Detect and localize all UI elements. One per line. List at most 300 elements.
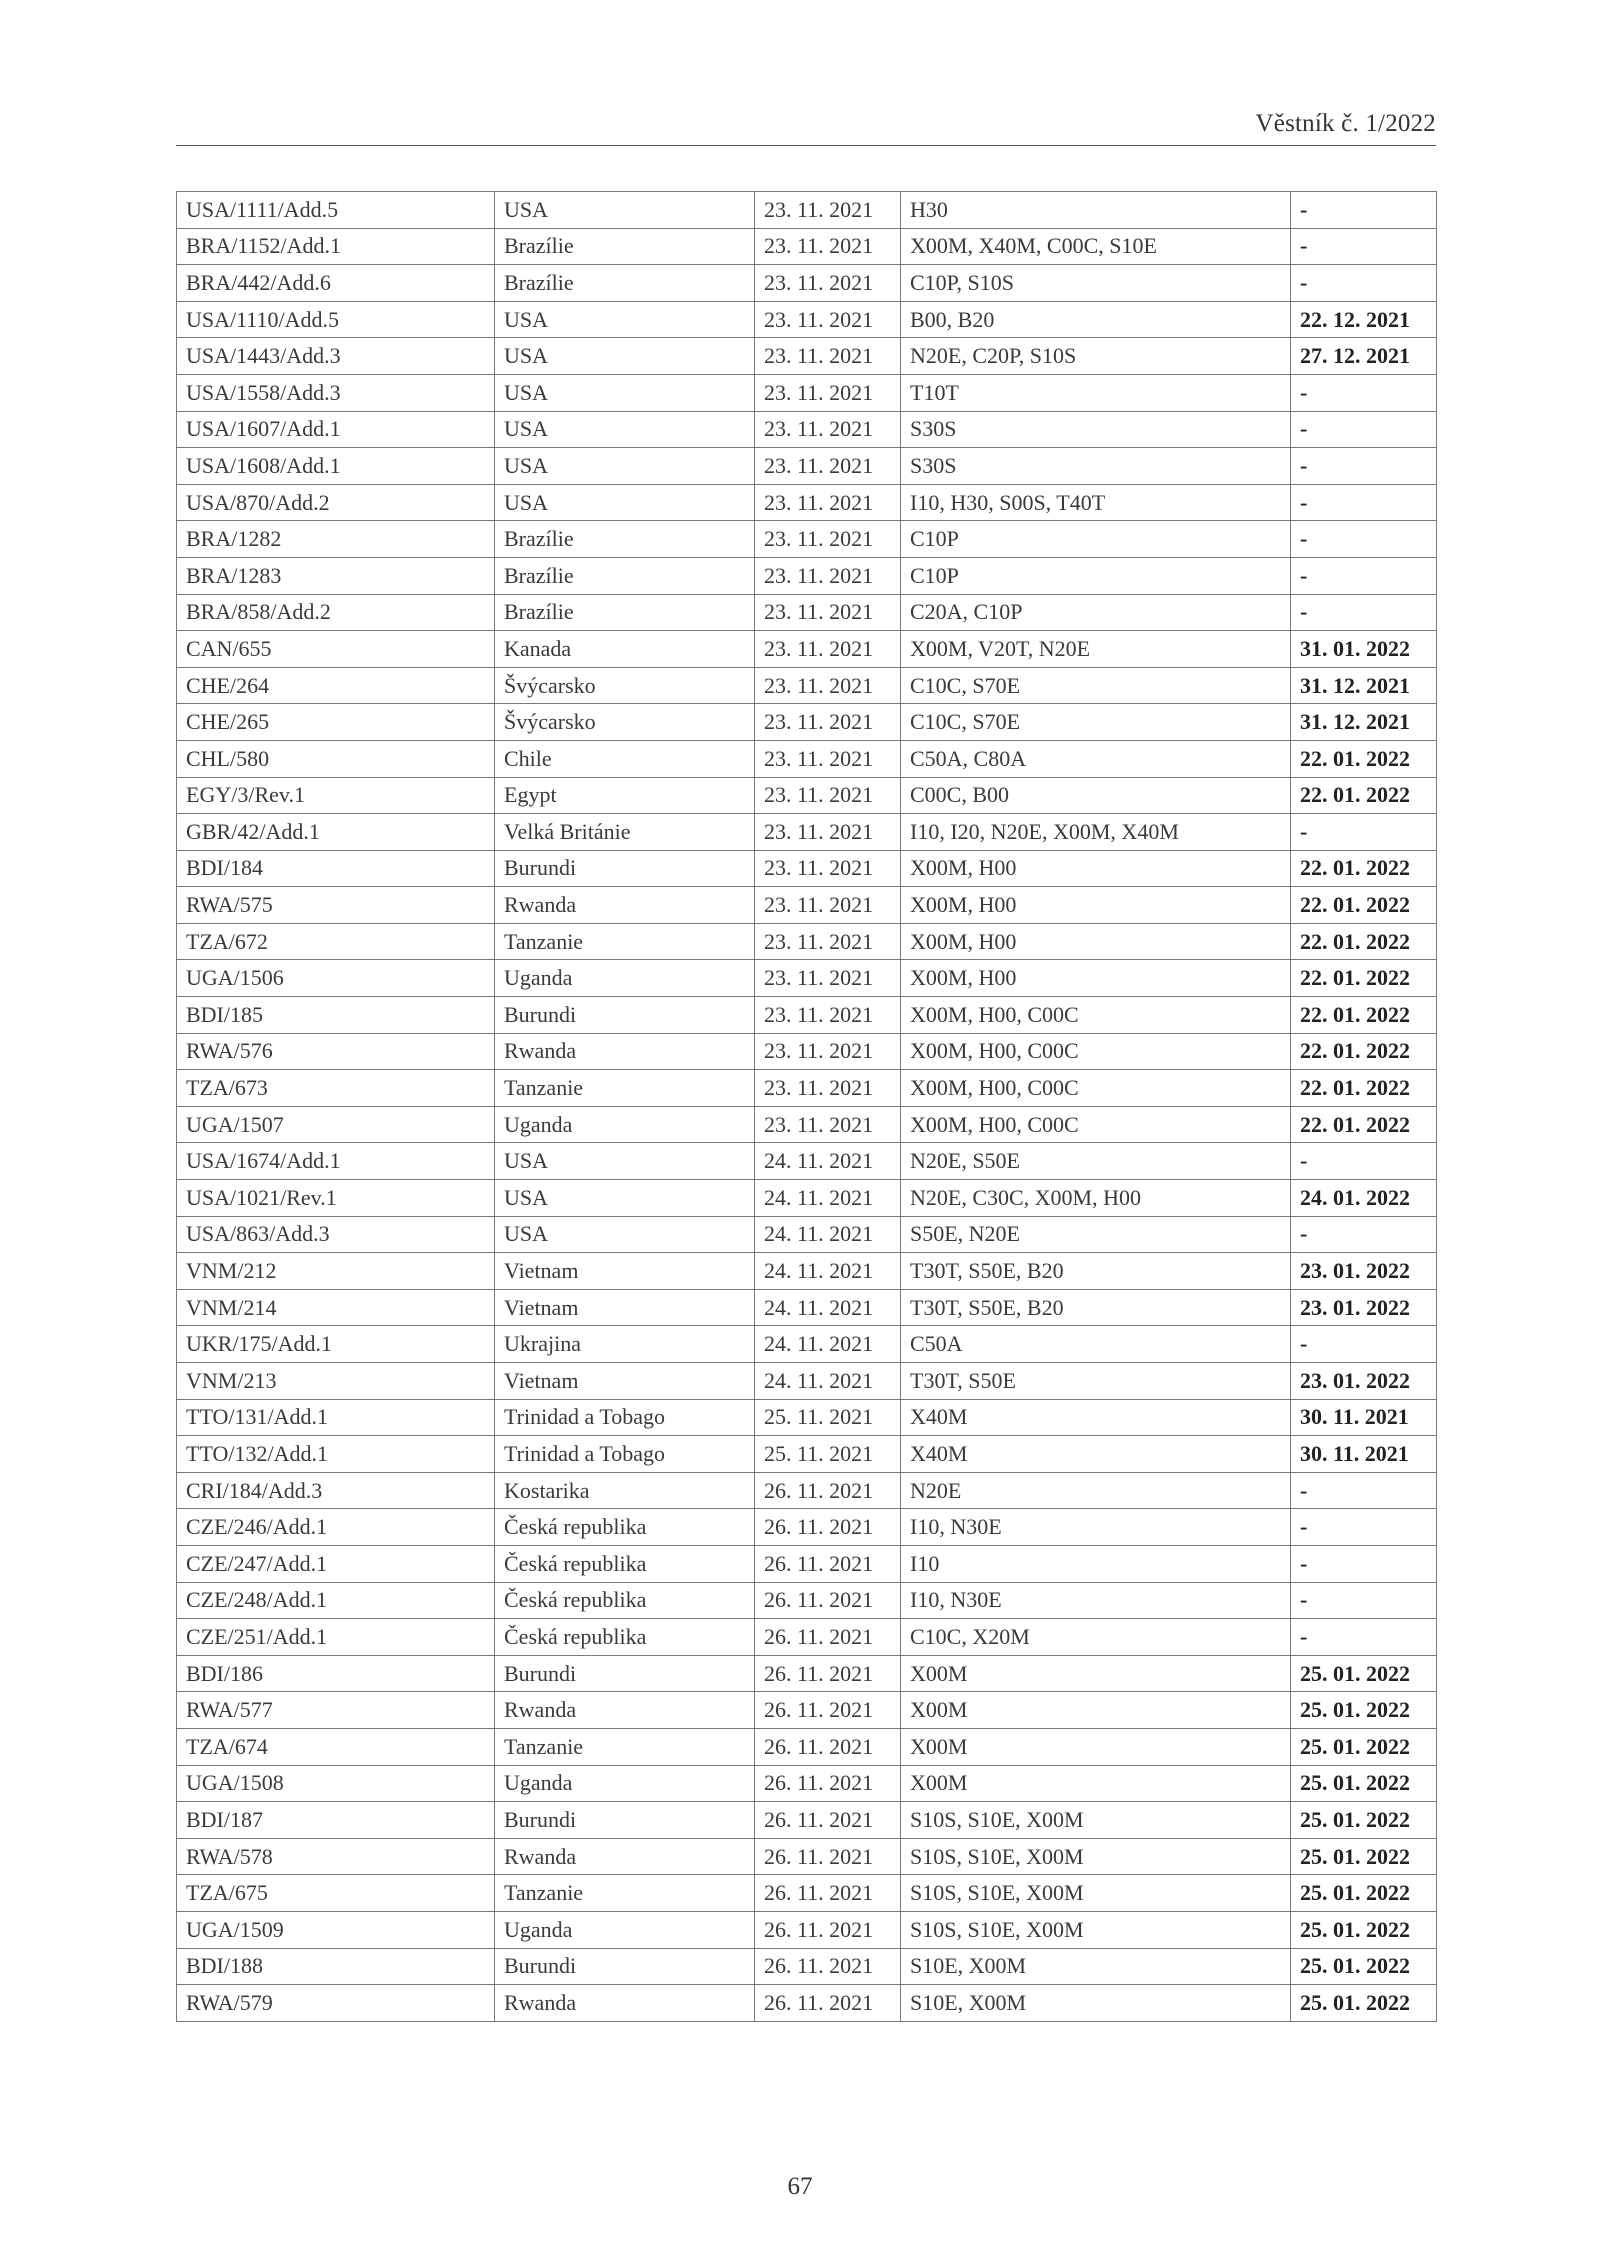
deadline-cell: 23. 01. 2022 <box>1291 1253 1437 1290</box>
date-cell: 26. 11. 2021 <box>755 1838 901 1875</box>
date-cell: 23. 11. 2021 <box>755 887 901 924</box>
document-symbol-cell: TTO/131/Add.1 <box>177 1399 495 1436</box>
document-symbol-cell: CHE/265 <box>177 704 495 741</box>
deadline-cell: - <box>1291 594 1437 631</box>
product-codes-cell: C10P <box>901 557 1291 594</box>
product-codes-cell: S10E, X00M <box>901 1948 1291 1985</box>
document-symbol-cell: USA/870/Add.2 <box>177 484 495 521</box>
date-cell: 23. 11. 2021 <box>755 1070 901 1107</box>
date-cell: 23. 11. 2021 <box>755 521 901 558</box>
country-cell: Vietnam <box>495 1289 755 1326</box>
table-row <box>177 777 1437 814</box>
deadline-cell: - <box>1291 1545 1437 1582</box>
date-cell: 26. 11. 2021 <box>755 1948 901 1985</box>
deadline-cell: 30. 11. 2021 <box>1291 1399 1437 1436</box>
notifications-table <box>176 191 1437 2022</box>
date-cell: 23. 11. 2021 <box>755 814 901 851</box>
table-row <box>177 1948 1437 1985</box>
document-symbol-cell: USA/1608/Add.1 <box>177 448 495 485</box>
deadline-cell: 22. 01. 2022 <box>1291 997 1437 1034</box>
product-codes-cell: X00M <box>901 1692 1291 1729</box>
table-row <box>177 484 1437 521</box>
document-symbol-cell: EGY/3/Rev.1 <box>177 777 495 814</box>
date-cell: 23. 11. 2021 <box>755 704 901 741</box>
deadline-cell: 25. 01. 2022 <box>1291 1692 1437 1729</box>
country-cell: Burundi <box>495 850 755 887</box>
product-codes-cell: T30T, S50E, B20 <box>901 1289 1291 1326</box>
deadline-cell: 23. 01. 2022 <box>1291 1289 1437 1326</box>
product-codes-cell: I10 <box>901 1545 1291 1582</box>
deadline-cell: 22. 12. 2021 <box>1291 301 1437 338</box>
document-symbol-cell: TZA/673 <box>177 1070 495 1107</box>
deadline-cell: 25. 01. 2022 <box>1291 1655 1437 1692</box>
deadline-cell: 22. 01. 2022 <box>1291 1106 1437 1143</box>
date-cell: 23. 11. 2021 <box>755 667 901 704</box>
country-cell: Brazílie <box>495 594 755 631</box>
deadline-cell: - <box>1291 192 1437 229</box>
date-cell: 26. 11. 2021 <box>755 1985 901 2022</box>
country-cell: Brazílie <box>495 557 755 594</box>
date-cell: 23. 11. 2021 <box>755 265 901 302</box>
table-row <box>177 1106 1437 1143</box>
table-row <box>177 1033 1437 1070</box>
country-cell: USA <box>495 484 755 521</box>
country-cell: USA <box>495 448 755 485</box>
product-codes-cell: I10, H30, S00S, T40T <box>901 484 1291 521</box>
table-row <box>177 411 1437 448</box>
table-row <box>177 1143 1437 1180</box>
country-cell: Uganda <box>495 1106 755 1143</box>
country-cell: Brazílie <box>495 228 755 265</box>
country-cell: Burundi <box>495 1655 755 1692</box>
table-row <box>177 1399 1437 1436</box>
table-row <box>177 1180 1437 1217</box>
deadline-cell: 31. 12. 2021 <box>1291 667 1437 704</box>
document-symbol-cell: USA/1674/Add.1 <box>177 1143 495 1180</box>
date-cell: 24. 11. 2021 <box>755 1216 901 1253</box>
date-cell: 26. 11. 2021 <box>755 1509 901 1546</box>
document-symbol-cell: CAN/655 <box>177 631 495 668</box>
table-row <box>177 631 1437 668</box>
deadline-cell: - <box>1291 1619 1437 1656</box>
deadline-cell: 25. 01. 2022 <box>1291 1985 1437 2022</box>
product-codes-cell: X00M, H00 <box>901 887 1291 924</box>
header-rule <box>176 145 1436 146</box>
document-symbol-cell: UGA/1509 <box>177 1911 495 1948</box>
date-cell: 23. 11. 2021 <box>755 777 901 814</box>
date-cell: 26. 11. 2021 <box>755 1619 901 1656</box>
country-cell: Česká republika <box>495 1619 755 1656</box>
document-symbol-cell: CHE/264 <box>177 667 495 704</box>
product-codes-cell: X00M, H00, C00C <box>901 1070 1291 1107</box>
country-cell: Burundi <box>495 997 755 1034</box>
date-cell: 23. 11. 2021 <box>755 484 901 521</box>
table-row <box>177 1911 1437 1948</box>
product-codes-cell: C10C, S70E <box>901 667 1291 704</box>
country-cell: USA <box>495 411 755 448</box>
deadline-cell: 22. 01. 2022 <box>1291 1033 1437 1070</box>
document-symbol-cell: USA/1111/Add.5 <box>177 192 495 229</box>
date-cell: 26. 11. 2021 <box>755 1802 901 1839</box>
document-symbol-cell: CRI/184/Add.3 <box>177 1472 495 1509</box>
table-row <box>177 1692 1437 1729</box>
country-cell: Rwanda <box>495 1985 755 2022</box>
country-cell: Tanzanie <box>495 923 755 960</box>
product-codes-cell: X00M <box>901 1655 1291 1692</box>
table-row <box>177 1216 1437 1253</box>
deadline-cell: 30. 11. 2021 <box>1291 1436 1437 1473</box>
table-row <box>177 740 1437 777</box>
deadline-cell: 23. 01. 2022 <box>1291 1363 1437 1400</box>
deadline-cell: - <box>1291 411 1437 448</box>
date-cell: 23. 11. 2021 <box>755 850 901 887</box>
date-cell: 26. 11. 2021 <box>755 1545 901 1582</box>
document-symbol-cell: CZE/247/Add.1 <box>177 1545 495 1582</box>
date-cell: 26. 11. 2021 <box>755 1875 901 1912</box>
deadline-cell: - <box>1291 814 1437 851</box>
product-codes-cell: X00M, H00, C00C <box>901 997 1291 1034</box>
document-symbol-cell: UGA/1508 <box>177 1765 495 1802</box>
date-cell: 25. 11. 2021 <box>755 1436 901 1473</box>
deadline-cell: - <box>1291 1472 1437 1509</box>
document-symbol-cell: BDI/187 <box>177 1802 495 1839</box>
table-row <box>177 887 1437 924</box>
document-symbol-cell: BDI/186 <box>177 1655 495 1692</box>
deadline-cell: 22. 01. 2022 <box>1291 887 1437 924</box>
product-codes-cell: X40M <box>901 1399 1291 1436</box>
country-cell: Uganda <box>495 1765 755 1802</box>
date-cell: 23. 11. 2021 <box>755 1033 901 1070</box>
date-cell: 23. 11. 2021 <box>755 448 901 485</box>
document-symbol-cell: VNM/214 <box>177 1289 495 1326</box>
table-row <box>177 1728 1437 1765</box>
product-codes-cell: S10E, X00M <box>901 1985 1291 2022</box>
product-codes-cell: N20E, C20P, S10S <box>901 338 1291 375</box>
country-cell: USA <box>495 1143 755 1180</box>
country-cell: Kanada <box>495 631 755 668</box>
product-codes-cell: C10C, S70E <box>901 704 1291 741</box>
table-row <box>177 1289 1437 1326</box>
product-codes-cell: X00M <box>901 1728 1291 1765</box>
date-cell: 26. 11. 2021 <box>755 1582 901 1619</box>
deadline-cell: - <box>1291 448 1437 485</box>
product-codes-cell: B00, B20 <box>901 301 1291 338</box>
document-symbol-cell: UKR/175/Add.1 <box>177 1326 495 1363</box>
product-codes-cell: S30S <box>901 411 1291 448</box>
product-codes-cell: T30T, S50E, B20 <box>901 1253 1291 1290</box>
deadline-cell: - <box>1291 1143 1437 1180</box>
date-cell: 23. 11. 2021 <box>755 923 901 960</box>
document-symbol-cell: VNM/213 <box>177 1363 495 1400</box>
deadline-cell: 22. 01. 2022 <box>1291 1070 1437 1107</box>
deadline-cell: - <box>1291 521 1437 558</box>
document-symbol-cell: VNM/212 <box>177 1253 495 1290</box>
table-row <box>177 228 1437 265</box>
date-cell: 25. 11. 2021 <box>755 1399 901 1436</box>
product-codes-cell: C10C, X20M <box>901 1619 1291 1656</box>
date-cell: 26. 11. 2021 <box>755 1765 901 1802</box>
document-symbol-cell: TZA/674 <box>177 1728 495 1765</box>
date-cell: 24. 11. 2021 <box>755 1289 901 1326</box>
table-row <box>177 1326 1437 1363</box>
country-cell: Rwanda <box>495 1692 755 1729</box>
deadline-cell: 27. 12. 2021 <box>1291 338 1437 375</box>
table-row <box>177 301 1437 338</box>
date-cell: 23. 11. 2021 <box>755 301 901 338</box>
document-symbol-cell: BRA/442/Add.6 <box>177 265 495 302</box>
table-row <box>177 1472 1437 1509</box>
country-cell: Rwanda <box>495 1838 755 1875</box>
table-row <box>177 1582 1437 1619</box>
date-cell: 23. 11. 2021 <box>755 960 901 997</box>
product-codes-cell: X00M, H00 <box>901 960 1291 997</box>
table-row <box>177 192 1437 229</box>
table-row <box>177 1875 1437 1912</box>
date-cell: 24. 11. 2021 <box>755 1253 901 1290</box>
date-cell: 23. 11. 2021 <box>755 997 901 1034</box>
country-cell: Rwanda <box>495 887 755 924</box>
country-cell: Trinidad a Tobago <box>495 1399 755 1436</box>
date-cell: 23. 11. 2021 <box>755 192 901 229</box>
table-row <box>177 1363 1437 1400</box>
country-cell: Švýcarsko <box>495 667 755 704</box>
country-cell: Tanzanie <box>495 1875 755 1912</box>
product-codes-cell: S50E, N20E <box>901 1216 1291 1253</box>
document-symbol-cell: UGA/1507 <box>177 1106 495 1143</box>
date-cell: 23. 11. 2021 <box>755 228 901 265</box>
country-cell: Kostarika <box>495 1472 755 1509</box>
country-cell: Trinidad a Tobago <box>495 1436 755 1473</box>
product-codes-cell: C50A, C80A <box>901 740 1291 777</box>
document-symbol-cell: BDI/184 <box>177 850 495 887</box>
country-cell: Vietnam <box>495 1363 755 1400</box>
table-row <box>177 814 1437 851</box>
table-row <box>177 1436 1437 1473</box>
document-symbol-cell: BDI/185 <box>177 997 495 1034</box>
document-symbol-cell: BRA/1282 <box>177 521 495 558</box>
document-symbol-cell: CZE/246/Add.1 <box>177 1509 495 1546</box>
country-cell: Vietnam <box>495 1253 755 1290</box>
table-row <box>177 1509 1437 1546</box>
product-codes-cell: X00M, H00 <box>901 850 1291 887</box>
deadline-cell: - <box>1291 265 1437 302</box>
deadline-cell: 24. 01. 2022 <box>1291 1180 1437 1217</box>
deadline-cell: 25. 01. 2022 <box>1291 1948 1437 1985</box>
document-symbol-cell: CHL/580 <box>177 740 495 777</box>
product-codes-cell: I10, N30E <box>901 1582 1291 1619</box>
date-cell: 24. 11. 2021 <box>755 1180 901 1217</box>
table-row <box>177 1802 1437 1839</box>
country-cell: Velká Británie <box>495 814 755 851</box>
product-codes-cell: S10S, S10E, X00M <box>901 1875 1291 1912</box>
product-codes-cell: X00M, X40M, C00C, S10E <box>901 228 1291 265</box>
table-row <box>177 338 1437 375</box>
product-codes-cell: I10, N30E <box>901 1509 1291 1546</box>
country-cell: USA <box>495 1216 755 1253</box>
country-cell: USA <box>495 301 755 338</box>
deadline-cell: 31. 01. 2022 <box>1291 631 1437 668</box>
table-row <box>177 1838 1437 1875</box>
document-symbol-cell: BDI/188 <box>177 1948 495 1985</box>
product-codes-cell: T10T <box>901 374 1291 411</box>
country-cell: Brazílie <box>495 521 755 558</box>
date-cell: 24. 11. 2021 <box>755 1143 901 1180</box>
date-cell: 26. 11. 2021 <box>755 1655 901 1692</box>
deadline-cell: - <box>1291 484 1437 521</box>
product-codes-cell: C20A, C10P <box>901 594 1291 631</box>
product-codes-cell: X00M, H00 <box>901 923 1291 960</box>
country-cell: Chile <box>495 740 755 777</box>
deadline-cell: - <box>1291 557 1437 594</box>
table-row <box>177 448 1437 485</box>
country-cell: Česká republika <box>495 1545 755 1582</box>
country-cell: USA <box>495 374 755 411</box>
document-symbol-cell: BRA/1283 <box>177 557 495 594</box>
deadline-cell: - <box>1291 374 1437 411</box>
table-row <box>177 704 1437 741</box>
table-row <box>177 594 1437 631</box>
product-codes-cell: S10S, S10E, X00M <box>901 1838 1291 1875</box>
product-codes-cell: C10P <box>901 521 1291 558</box>
deadline-cell: 22. 01. 2022 <box>1291 777 1437 814</box>
running-header-title: Věstník č. 1/2022 <box>1255 110 1436 137</box>
country-cell: Burundi <box>495 1802 755 1839</box>
document-symbol-cell: TZA/675 <box>177 1875 495 1912</box>
document-symbol-cell: CZE/251/Add.1 <box>177 1619 495 1656</box>
document-symbol-cell: RWA/578 <box>177 1838 495 1875</box>
product-codes-cell: X00M, H00, C00C <box>901 1033 1291 1070</box>
country-cell: Tanzanie <box>495 1728 755 1765</box>
country-cell: Brazílie <box>495 265 755 302</box>
document-symbol-cell: RWA/577 <box>177 1692 495 1729</box>
table-row <box>177 1253 1437 1290</box>
date-cell: 23. 11. 2021 <box>755 1106 901 1143</box>
document-symbol-cell: BRA/858/Add.2 <box>177 594 495 631</box>
product-codes-cell: N20E, S50E <box>901 1143 1291 1180</box>
document-symbol-cell: USA/1558/Add.3 <box>177 374 495 411</box>
document-symbol-cell: USA/1021/Rev.1 <box>177 1180 495 1217</box>
table-row <box>177 1985 1437 2022</box>
date-cell: 26. 11. 2021 <box>755 1728 901 1765</box>
table-row <box>177 1765 1437 1802</box>
deadline-cell: 31. 12. 2021 <box>1291 704 1437 741</box>
date-cell: 23. 11. 2021 <box>755 594 901 631</box>
deadline-cell: 22. 01. 2022 <box>1291 960 1437 997</box>
table-row <box>177 997 1437 1034</box>
product-codes-cell: T30T, S50E <box>901 1363 1291 1400</box>
date-cell: 23. 11. 2021 <box>755 631 901 668</box>
country-cell: Burundi <box>495 1948 755 1985</box>
deadline-cell: - <box>1291 1216 1437 1253</box>
document-symbol-cell: USA/1110/Add.5 <box>177 301 495 338</box>
product-codes-cell: S10S, S10E, X00M <box>901 1802 1291 1839</box>
table-row <box>177 1619 1437 1656</box>
document-symbol-cell: USA/863/Add.3 <box>177 1216 495 1253</box>
product-codes-cell: X40M <box>901 1436 1291 1473</box>
table-row <box>177 1655 1437 1692</box>
deadline-cell: 25. 01. 2022 <box>1291 1838 1437 1875</box>
product-codes-cell: X00M, H00, C00C <box>901 1106 1291 1143</box>
product-codes-cell: S30S <box>901 448 1291 485</box>
country-cell: USA <box>495 1180 755 1217</box>
document-symbol-cell: RWA/575 <box>177 887 495 924</box>
date-cell: 26. 11. 2021 <box>755 1692 901 1729</box>
document-symbol-cell: BRA/1152/Add.1 <box>177 228 495 265</box>
date-cell: 23. 11. 2021 <box>755 374 901 411</box>
product-codes-cell: C50A <box>901 1326 1291 1363</box>
table-row <box>177 960 1437 997</box>
country-cell: Egypt <box>495 777 755 814</box>
table-row <box>177 521 1437 558</box>
deadline-cell: 25. 01. 2022 <box>1291 1875 1437 1912</box>
table-row <box>177 1070 1437 1107</box>
country-cell: Ukrajina <box>495 1326 755 1363</box>
deadline-cell: 22. 01. 2022 <box>1291 923 1437 960</box>
product-codes-cell: X00M <box>901 1765 1291 1802</box>
document-symbol-cell: TTO/132/Add.1 <box>177 1436 495 1473</box>
document-symbol-cell: RWA/579 <box>177 1985 495 2022</box>
country-cell: USA <box>495 338 755 375</box>
table-row <box>177 265 1437 302</box>
page-number: 67 <box>787 2173 813 2200</box>
deadline-cell: - <box>1291 1582 1437 1619</box>
date-cell: 23. 11. 2021 <box>755 411 901 448</box>
country-cell: USA <box>495 192 755 229</box>
product-codes-cell: N20E, C30C, X00M, H00 <box>901 1180 1291 1217</box>
deadline-cell: 25. 01. 2022 <box>1291 1802 1437 1839</box>
table-row <box>177 374 1437 411</box>
document-symbol-cell: CZE/248/Add.1 <box>177 1582 495 1619</box>
deadline-cell: 22. 01. 2022 <box>1291 850 1437 887</box>
document-symbol-cell: GBR/42/Add.1 <box>177 814 495 851</box>
country-cell: Tanzanie <box>495 1070 755 1107</box>
document-symbol-cell: RWA/576 <box>177 1033 495 1070</box>
date-cell: 24. 11. 2021 <box>755 1326 901 1363</box>
table-body <box>177 192 1437 2022</box>
date-cell: 23. 11. 2021 <box>755 740 901 777</box>
document-symbol-cell: TZA/672 <box>177 923 495 960</box>
product-codes-cell: X00M, V20T, N20E <box>901 631 1291 668</box>
date-cell: 26. 11. 2021 <box>755 1472 901 1509</box>
deadline-cell: 25. 01. 2022 <box>1291 1765 1437 1802</box>
date-cell: 26. 11. 2021 <box>755 1911 901 1948</box>
table-row <box>177 923 1437 960</box>
country-cell: Rwanda <box>495 1033 755 1070</box>
country-cell: Česká republika <box>495 1509 755 1546</box>
deadline-cell: 25. 01. 2022 <box>1291 1728 1437 1765</box>
date-cell: 23. 11. 2021 <box>755 338 901 375</box>
country-cell: Švýcarsko <box>495 704 755 741</box>
table-row <box>177 667 1437 704</box>
product-codes-cell: S10S, S10E, X00M <box>901 1911 1291 1948</box>
document-symbol-cell: USA/1607/Add.1 <box>177 411 495 448</box>
product-codes-cell: C10P, S10S <box>901 265 1291 302</box>
table-row <box>177 1545 1437 1582</box>
deadline-cell: 25. 01. 2022 <box>1291 1911 1437 1948</box>
product-codes-cell: C00C, B00 <box>901 777 1291 814</box>
country-cell: Česká republika <box>495 1582 755 1619</box>
date-cell: 24. 11. 2021 <box>755 1363 901 1400</box>
table-row <box>177 850 1437 887</box>
deadline-cell: - <box>1291 1509 1437 1546</box>
date-cell: 23. 11. 2021 <box>755 557 901 594</box>
country-cell: Uganda <box>495 1911 755 1948</box>
deadline-cell: - <box>1291 228 1437 265</box>
country-cell: Uganda <box>495 960 755 997</box>
deadline-cell: - <box>1291 1326 1437 1363</box>
document-symbol-cell: UGA/1506 <box>177 960 495 997</box>
table-row <box>177 557 1437 594</box>
